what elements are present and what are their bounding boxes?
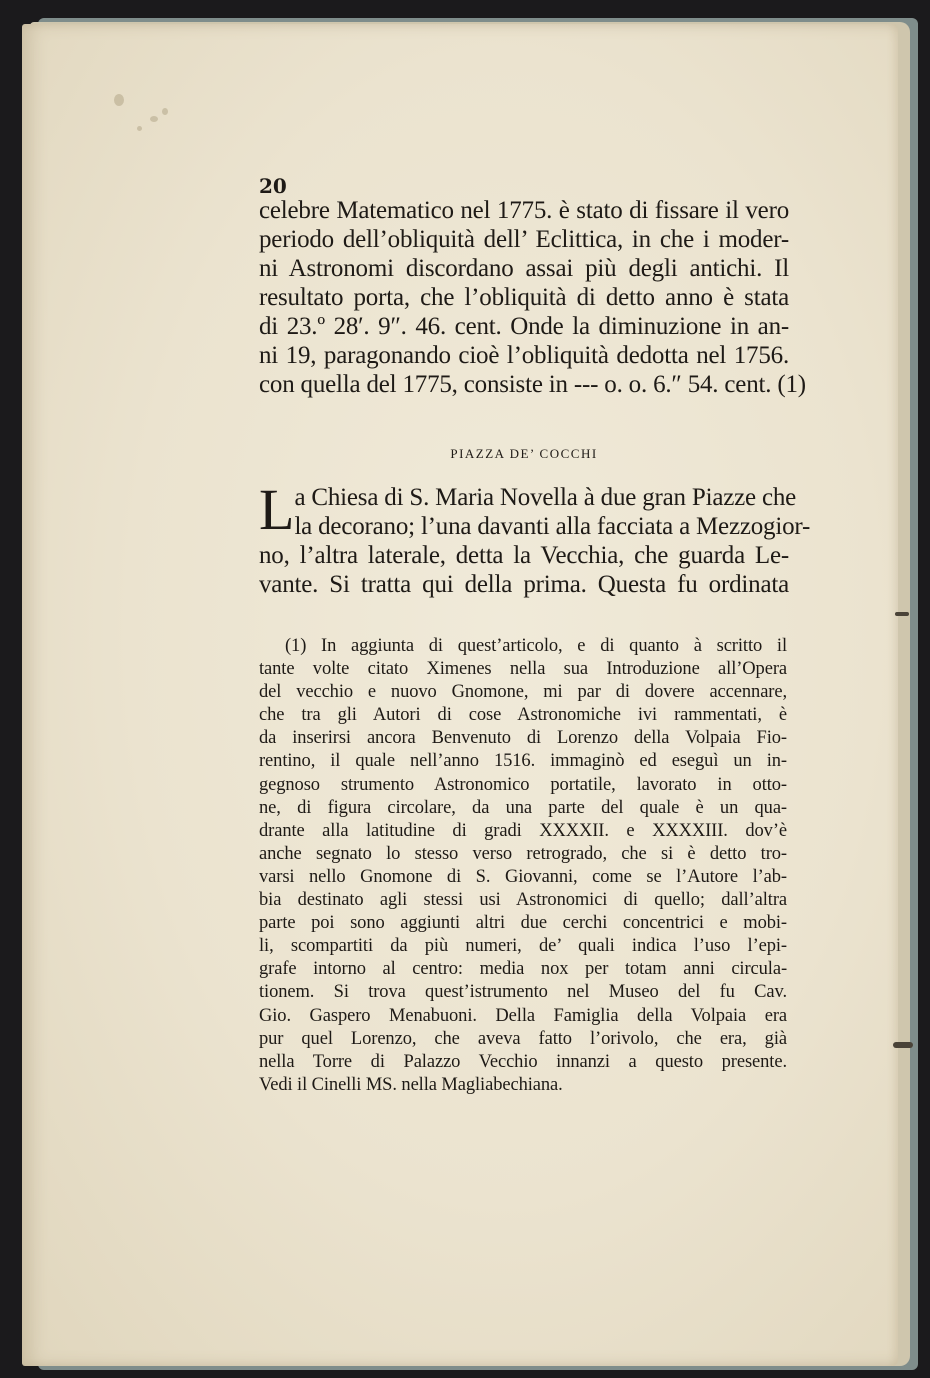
text-line: con quella del 1775, consiste in --- o. o. 6.″ 54. cent. (1) — [259, 371, 806, 398]
text-line: celebre Matematico nel 1775. è stato di fissare il vero — [259, 197, 789, 224]
text-line: resultato porta, che l’obliquità di detto anno è stata — [259, 284, 789, 311]
text-line: di 23.º 28′. 9″. 46. cent. Onde la diminuzione in an- — [259, 313, 789, 340]
footnote-line: tante volte citato Ximenes nella sua Introduzione all’Opera — [259, 659, 787, 680]
text-line: ni 19, paragonando cioè l’obliquità dedotta nel 1756. — [259, 342, 789, 369]
foxing-spot — [137, 126, 142, 131]
foxing-spot — [150, 116, 158, 122]
section-heading: PIAZZA DE’ COCCHI — [450, 446, 598, 461]
footnote-line: gegnoso strumento Astronomico portatile, lavorato in otto- — [259, 774, 787, 795]
footnote-line: pur quel Lorenzo, che aveva fatto l’orivolo, che era, già — [259, 1028, 787, 1049]
footnote-line: bia destinato agli stessi usi Astronomici di quello; dall’altra — [259, 890, 787, 911]
footnote-line: nella Torre di Palazzo Vecchio innanzi a questo presente. — [259, 1051, 787, 1072]
footnote-line: li, scompartiti da più numeri, de’ quali indica l’uso l’epi- — [259, 936, 787, 957]
text-line: vante. Si tratta qui della prima. Questa fu ordinata — [259, 571, 789, 598]
text-line: a Chiesa di S. Maria Novella à due gran Piazze che — [294, 484, 797, 511]
text-line: periodo dell’obliquità dell’ Eclittica, in che i moder- — [259, 226, 789, 253]
footnote-line: del vecchio e nuovo Gnomone, mi par di dovere accennare, — [259, 682, 787, 703]
main-text — [259, 196, 811, 599]
footnote-line: varsi nello Gnomone di S. Giovanni, come se l’Autore l’ab- — [259, 866, 787, 887]
footnote-line: Gio. Gaspero Menabuoni. Della Famiglia della Volpaia era — [259, 1005, 787, 1026]
page-number: 20 — [259, 174, 287, 198]
footnote — [259, 635, 787, 1097]
footnote-line: da inserirsi ancora Benvenuto di Lorenzo della Volpaia Fio- — [259, 728, 787, 749]
footnote-line: drante alla latitudine di gradi XXXXII. e XXXXIII. dov’è — [259, 820, 787, 841]
footnote-line: grafe intorno al centro: media nox per totam anni circula- — [259, 959, 787, 980]
footnote-line: parte poi sono aggiunti altri due cerchi concentrici e mobi- — [259, 913, 787, 934]
footnote-line: Vedi il Cinelli MS. nella Magliabechiana. — [259, 1074, 563, 1095]
thread-mark — [893, 1042, 913, 1048]
footnote-line: ne, di figura circolare, da una parte del quale è un qua- — [259, 797, 787, 818]
drop-cap: L — [259, 477, 295, 542]
footnote-line: rentino, il quale nell’anno 1516. immaginò ed eseguì un in- — [259, 751, 787, 772]
foxing-spot — [162, 108, 168, 115]
footnote-line: anche segnato lo stesso verso retrogrado, che si è detto tro- — [259, 843, 787, 864]
text-line: no, l’altra laterale, detta la Vecchia, che guarda Le- — [259, 542, 789, 569]
footnote-line: tionem. Si trova quest’istrumento nel Museo del fu Cav. — [259, 982, 787, 1003]
text-line: ni Astronomi discordano assai più degli antichi. Il — [259, 255, 789, 282]
footnote-line: che tra gli Autori di cose Astronomiche ivi rammentati, è — [259, 705, 787, 726]
thread-mark — [895, 612, 909, 616]
paragraph-piazza — [259, 477, 811, 599]
paragraph-continued — [259, 196, 806, 399]
foxing-spot — [114, 94, 124, 106]
text-line: la decorano; l’una davanti alla facciata a Mezzogior- — [294, 513, 811, 540]
footnote-line: (1) In aggiunta di quest’articolo, e di quanto à scritto il — [285, 636, 787, 656]
